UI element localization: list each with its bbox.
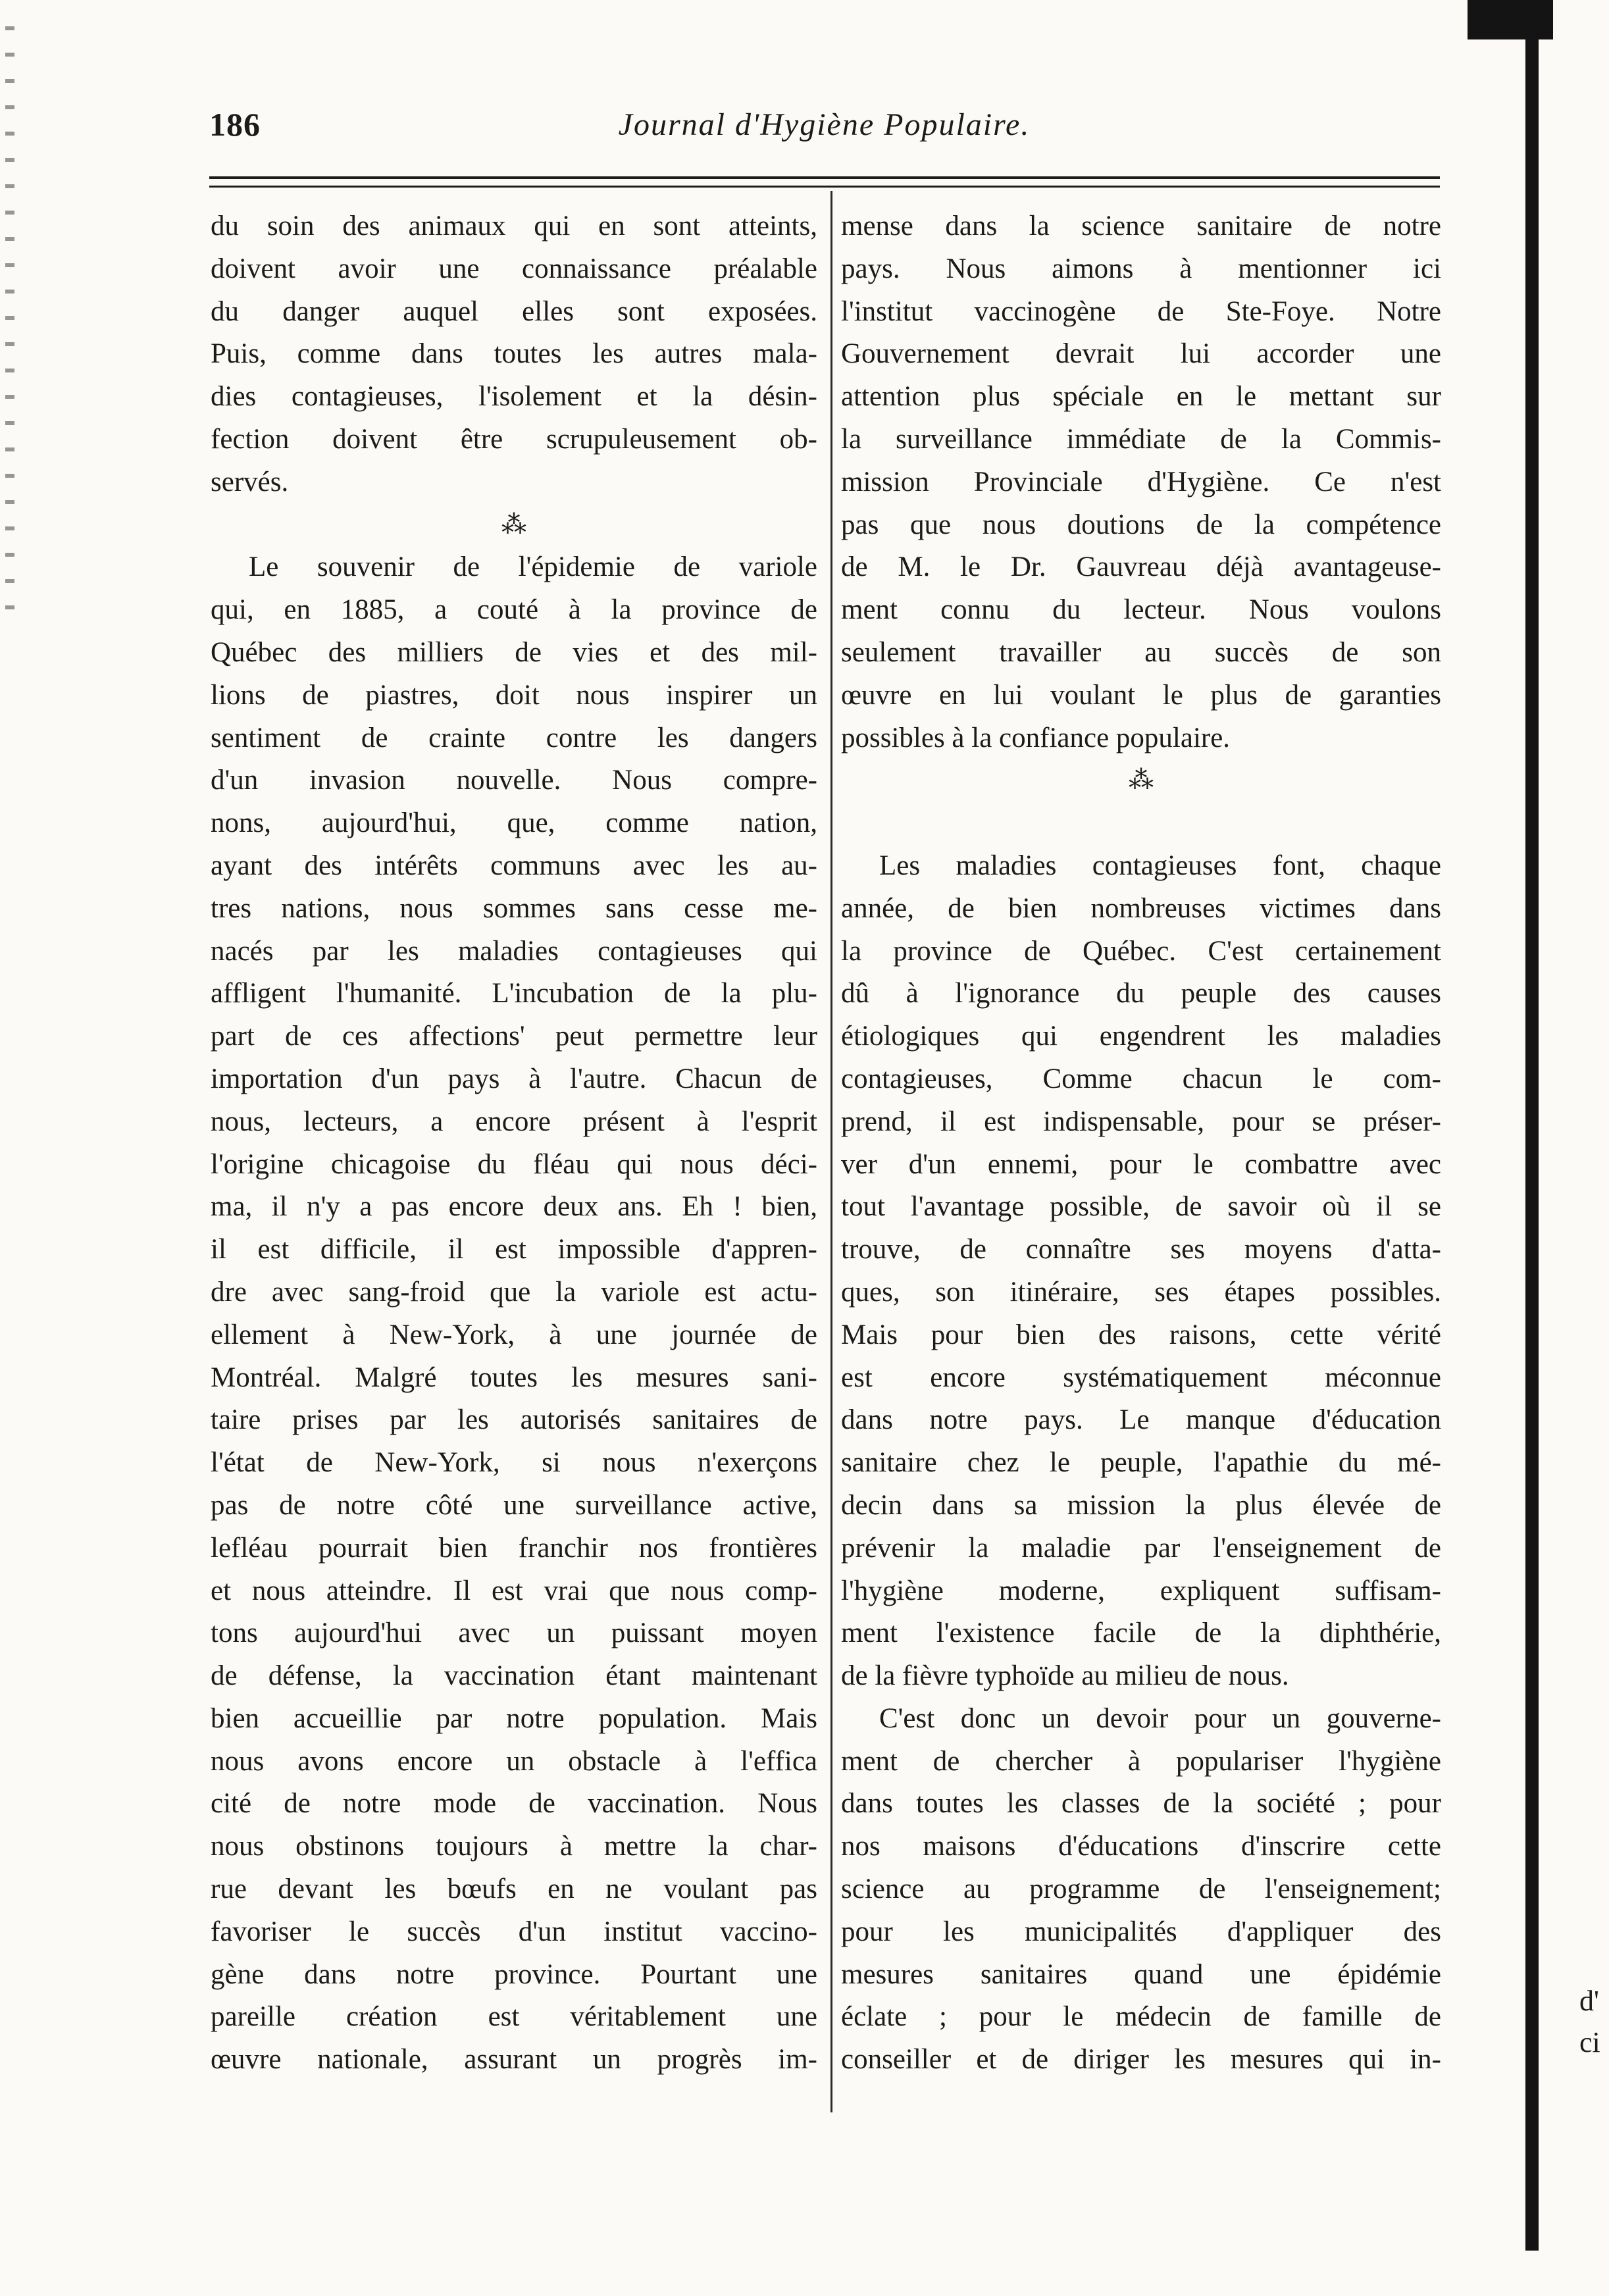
section-asterism: ⁂ [1129, 767, 1154, 795]
text-line: ma, il n'y a pas encore deux ans. Eh ! bien, [211, 1191, 817, 1223]
text-line: la province de Québec. C'est certainement [841, 935, 1441, 967]
text-line: Québec des milliers de vies et des mil- [211, 636, 817, 668]
text-line: nous avons encore un obstacle à l'effica [211, 1745, 817, 1777]
text-line: affligent l'humanité. L'incubation de la plu- [211, 978, 817, 1009]
text-line: gène dans notre province. Pourtant une [211, 1958, 817, 1990]
text-line: Les maladies contagieuses font, chaque [879, 850, 1441, 881]
binding-edge-bar [1525, 0, 1539, 2251]
text-line: la surveillance immédiate de la Commis- [841, 423, 1441, 455]
text-line: tres nations, nous sommes sans cesse me- [211, 892, 817, 924]
text-line: mense dans la science sanitaire de notre [841, 211, 1441, 242]
text-line: est encore systématiquement méconnue [841, 1362, 1441, 1393]
text-line: conseiller et de diriger les mesures qui in- [841, 2044, 1441, 2076]
text-line: éclate ; pour le médecin de famille de [841, 2001, 1441, 2033]
text-line: dies contagieuses, l'isolement et la désin- [211, 381, 817, 413]
text-line: sentiment de crainte contre les dangers [211, 722, 817, 753]
text-line: d'un invasion nouvelle. Nous compre- [211, 765, 817, 796]
text-line: trouve, de connaître ses moyens d'atta- [841, 1234, 1441, 1265]
text-line: étiologiques qui engendrent les maladies [841, 1021, 1441, 1052]
text-line: pour les municipalités d'appliquer des [841, 1916, 1441, 1947]
text-line: ment connu du lecteur. Nous voulons [841, 594, 1441, 626]
text-line: nacés par les maladies contagieuses qui [211, 935, 817, 967]
text-line: et nous atteindre. Il est vrai que nous comp- [211, 1575, 817, 1606]
text-line: science au programme de l'enseignement; [841, 1874, 1441, 1905]
text-line: part de ces affections' peut permettre leur [211, 1021, 817, 1052]
text-line: doivent avoir une connaissance préalable [211, 253, 817, 284]
text-line: ques, son itinéraire, ses étapes possibles. [841, 1276, 1441, 1308]
text-line: nos maisons d'éducations d'inscrire cette [841, 1831, 1441, 1862]
header-rule-top [209, 176, 1440, 179]
text-line: de M. le Dr. Gauvreau déjà avantageuse- [841, 551, 1441, 583]
text-line: sanitaire chez le peuple, l'apathie du mé- [841, 1447, 1441, 1479]
text-line: qui, en 1885, a couté à la province de [211, 594, 817, 626]
text-line: pays. Nous aimons à mentionner ici [841, 253, 1441, 284]
header-rule-bottom [209, 186, 1440, 188]
text-line: favoriser le succès d'un institut vaccino- [211, 1916, 817, 1947]
text-line: nous, lecteurs, a encore présent à l'esprit [211, 1106, 817, 1137]
text-line: dû à l'ignorance du peuple des causes [841, 978, 1441, 1009]
page-number: 186 [209, 106, 261, 143]
text-line: contagieuses, Comme chacun le com- [841, 1063, 1441, 1094]
text-line: ayant des intérêts communs avec les au- [211, 850, 817, 881]
text-line: du danger auquel elles sont exposées. [211, 295, 817, 327]
text-line: du soin des animaux qui en sont atteints, [211, 211, 817, 242]
text-line: mission Provinciale d'Hygiène. Ce n'est [841, 466, 1441, 497]
text-line: œuvre nationale, assurant un progrès im- [211, 2044, 817, 2076]
right-column [841, 205, 1441, 2081]
text-line: seulement travailler au succès de son [841, 636, 1441, 668]
text-line: l'hygiène moderne, expliquent suffisam- [841, 1575, 1441, 1606]
text-line: taire prises par les autorisés sanitaires de [211, 1404, 817, 1436]
text-line: pas que nous doutions de la compétence [841, 509, 1441, 540]
text-line: Montréal. Malgré toutes les mesures sani- [211, 1362, 817, 1393]
text-line: Mais pour bien des raisons, cette vérité [841, 1319, 1441, 1350]
text-line: année, de bien nombreuses victimes dans [841, 892, 1441, 924]
text-line: rue devant les bœufs en ne voulant pas [211, 1874, 817, 1905]
text-line: de la fièvre typhoïde au milieu de nous. [841, 1660, 1289, 1692]
text-line: mesures sanitaires quand une épidémie [841, 1958, 1441, 1990]
section-asterism: ⁂ [501, 511, 526, 539]
text-line: ellement à New-York, à une journée de [211, 1319, 817, 1350]
text-line: lefléau pourrait bien franchir nos frontières [211, 1532, 817, 1564]
text-line: dre avec sang-froid que la variole est actu- [211, 1276, 817, 1308]
text-line: pas de notre côté une surveillance active, [211, 1489, 817, 1521]
text-line: C'est donc un devoir pour un gouverne- [879, 1702, 1441, 1734]
text-line: possibles à la confiance populaire. [841, 722, 1231, 753]
text-line: importation d'un pays à l'autre. Chacun de [211, 1063, 817, 1094]
text-line: ment de chercher à populariser l'hygiène [841, 1745, 1441, 1777]
text-line: Le souvenir de l'épidemie de variole [249, 551, 817, 583]
text-line: l'origine chicagoise du fléau qui nous déci- [211, 1148, 817, 1180]
edge-fragment: ci [1579, 2026, 1600, 2058]
text-line: l'état de New-York, si nous n'exerçons [211, 1447, 817, 1479]
text-line: tons aujourd'hui avec un puissant moyen [211, 1618, 817, 1649]
text-line: cité de notre mode de vaccination. Nous [211, 1788, 817, 1820]
text-line: Puis, comme dans toutes les autres mala- [211, 338, 817, 370]
text-line: nous obstinons toujours à mettre la char- [211, 1831, 817, 1862]
text-line: tout l'avantage possible, de savoir où il se [841, 1191, 1441, 1223]
text-line: ment l'existence facile de la diphthérie, [841, 1618, 1441, 1649]
text-line: servés. [211, 466, 289, 497]
text-line: œuvre en lui voulant le plus de garanties [841, 679, 1441, 711]
text-line: fection doivent être scrupuleusement ob- [211, 423, 817, 455]
text-line: Gouvernement devrait lui accorder une [841, 338, 1441, 370]
text-line: prend, il est indispensable, pour se préser- [841, 1106, 1441, 1137]
text-line: prévenir la maladie par l'enseignement de [841, 1532, 1441, 1564]
text-line: bien accueillie par notre population. Mais [211, 1702, 817, 1734]
text-line: de défense, la vaccination étant maintenant [211, 1660, 817, 1692]
blank-line [841, 802, 1441, 845]
text-line: pareille création est véritablement une [211, 2001, 817, 2033]
edge-fragment: d' [1579, 1985, 1599, 2017]
binding-edge-cap [1468, 0, 1553, 39]
text-line: attention plus spéciale en le mettant sur [841, 381, 1441, 413]
text-line: decin dans sa mission la plus élevée de [841, 1489, 1441, 1521]
text-line: nons, aujourd'hui, que, comme nation, [211, 807, 817, 839]
running-title: Journal d'Hygiène Populaire. [618, 107, 1031, 142]
text-line: il est difficile, il est impossible d'appren- [211, 1234, 817, 1265]
left-column [211, 205, 817, 2081]
text-line: lions de piastres, doit nous inspirer un [211, 679, 817, 711]
column-divider [830, 191, 832, 2112]
text-line: ver d'un ennemi, pour le combattre avec [841, 1148, 1441, 1180]
text-line: dans notre pays. Le manque d'éducation [841, 1404, 1441, 1436]
text-line: l'institut vaccinogène de Ste-Foye. Notre [841, 295, 1441, 327]
text-line: dans toutes les classes de la société ; pour [841, 1788, 1441, 1820]
